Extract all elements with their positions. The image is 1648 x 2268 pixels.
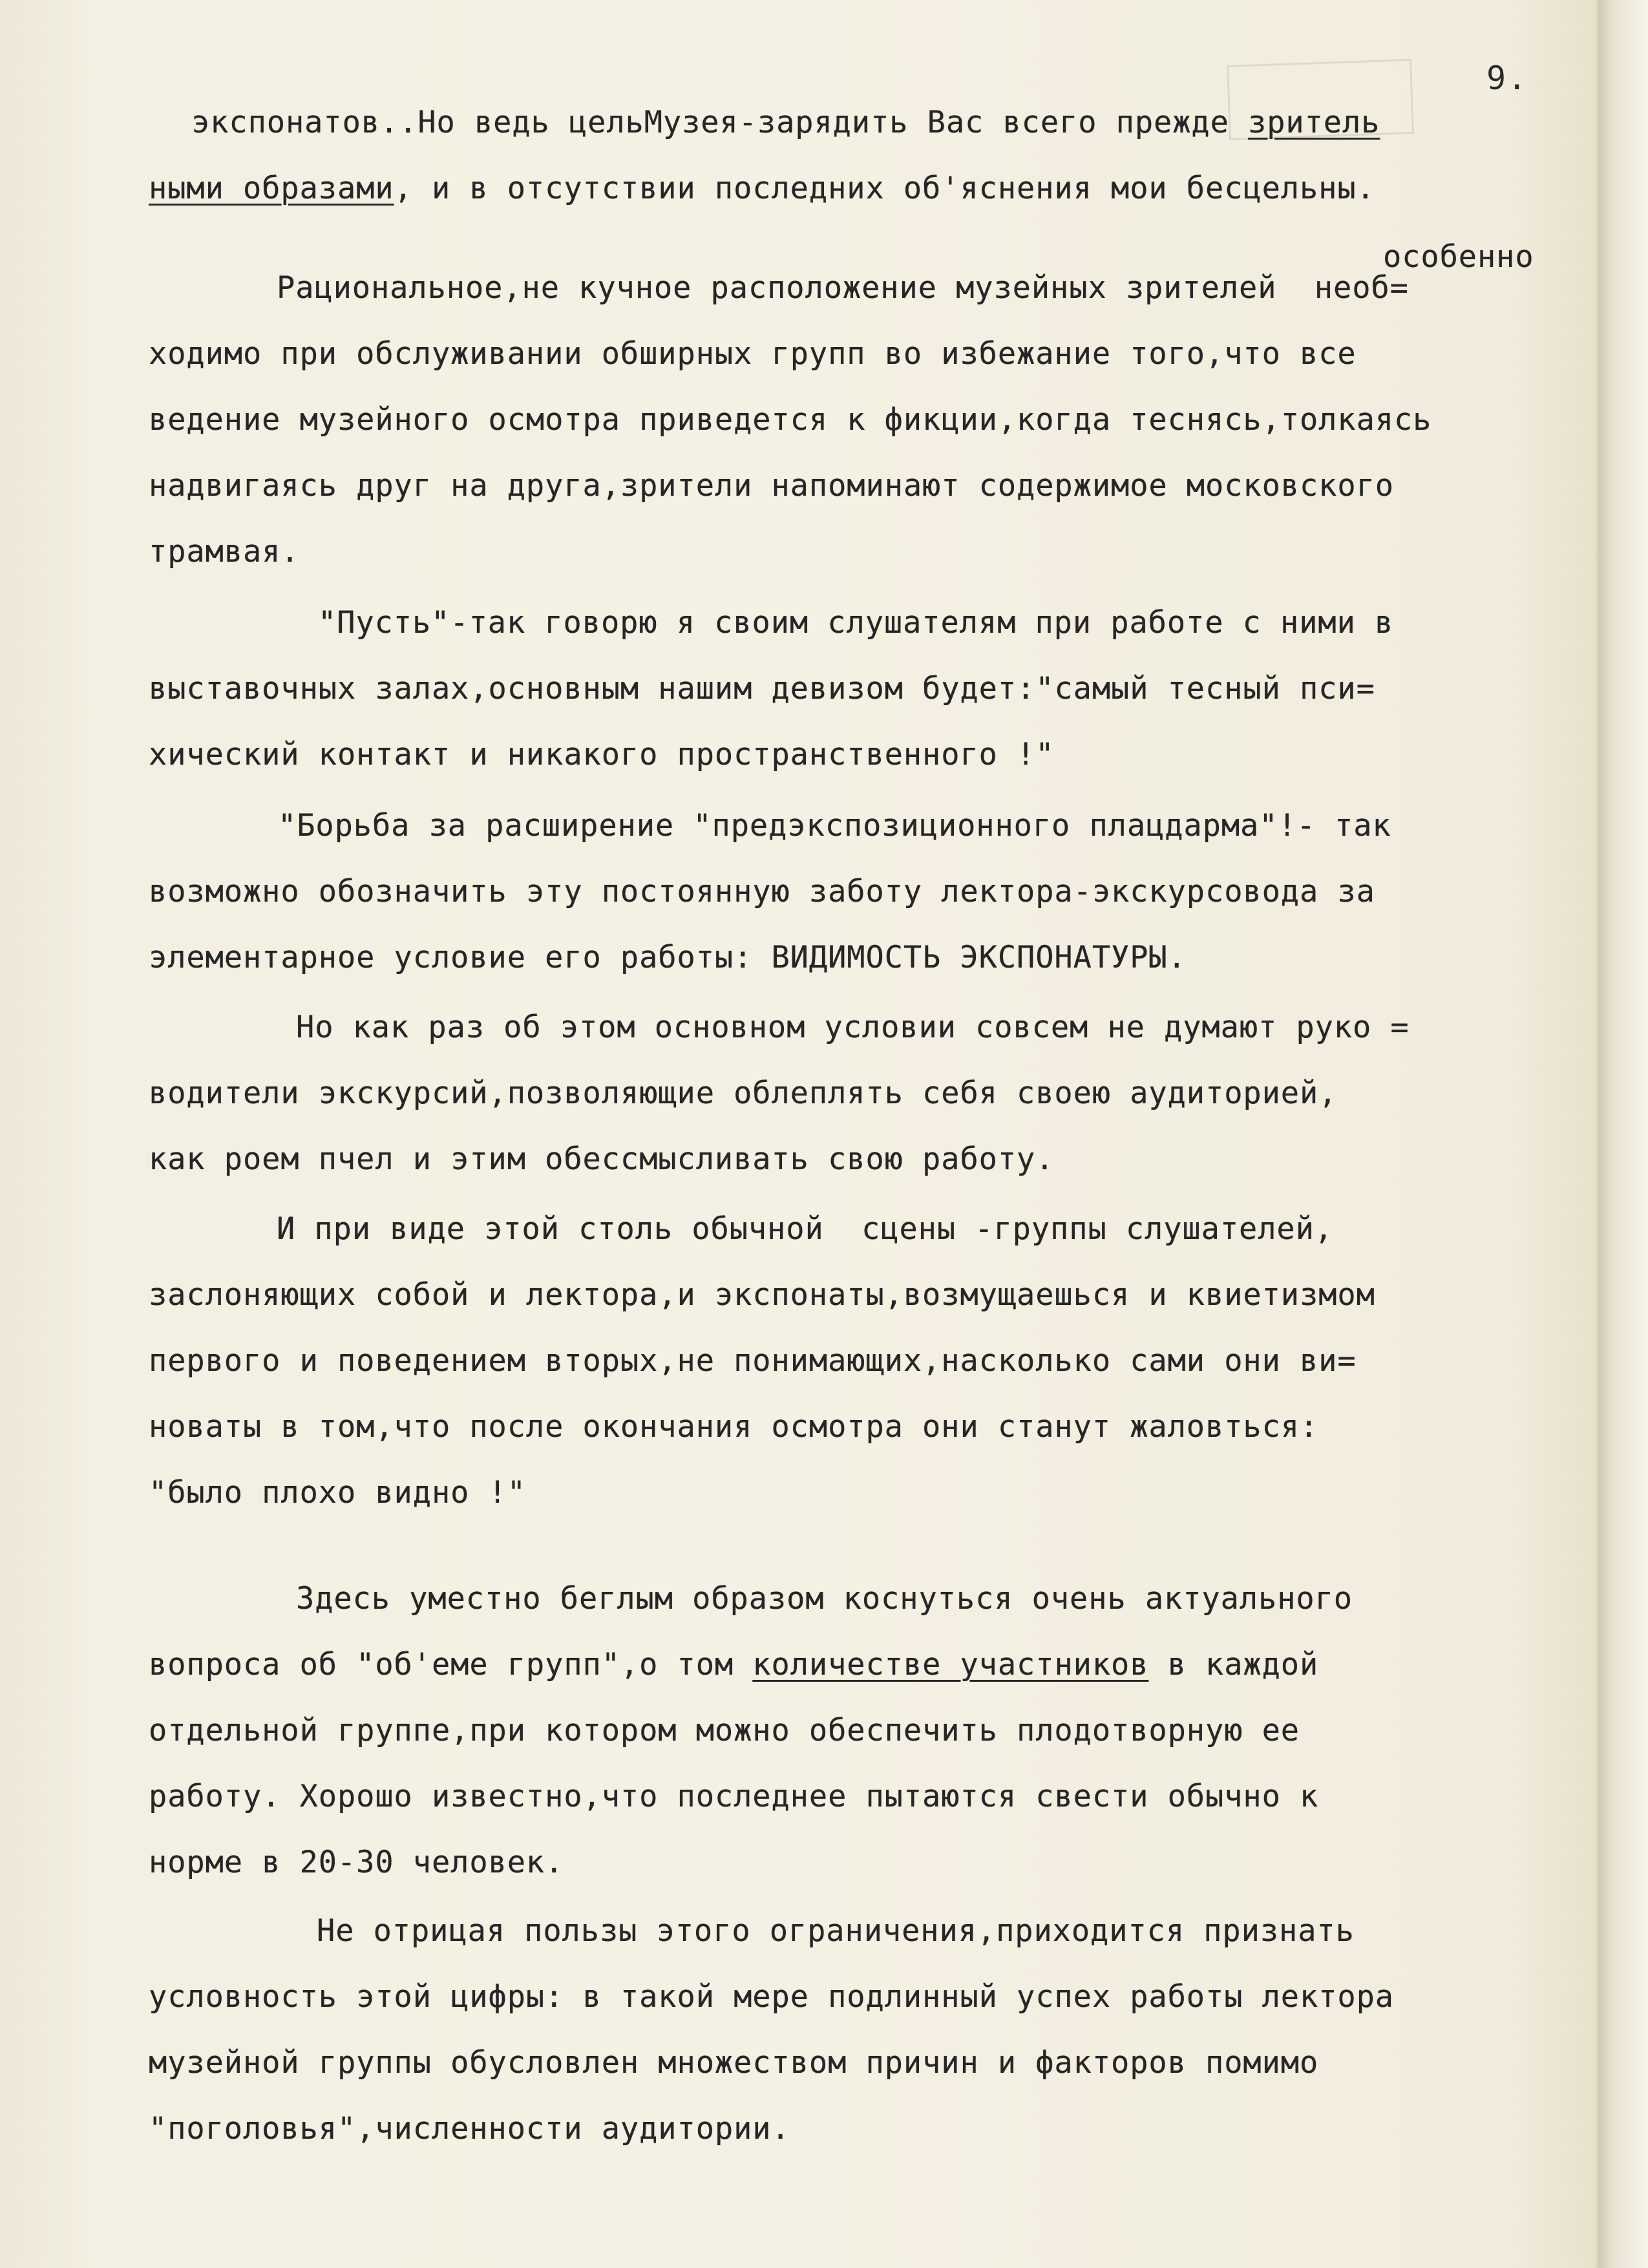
text-line: условность этой цифры: в такой мере подлинный успех работы лектора xyxy=(149,1979,1394,2015)
text-line: выставочных залах,основным нашим девизом будет:"самый тесный пси= xyxy=(149,671,1375,706)
text-line: трамвая. xyxy=(149,534,300,569)
text-line: Здесь уместно беглым образом коснуться очень актуального xyxy=(296,1581,1353,1616)
text-line: Не отрицая пользы этого ограничения,приходится признать xyxy=(317,1913,1355,1949)
text-line: "поголовья",численности аудитории. xyxy=(149,2111,790,2146)
text-line-insertion: особенно xyxy=(1383,239,1534,275)
text-line: Рациональное,не кучное расположение музейных зрителей необ= xyxy=(277,270,1409,306)
text-line: хический контакт и никакого пространственного !" xyxy=(149,737,1055,772)
text-line: ходимо при обслуживании обширных групп во избежание того,что все xyxy=(149,336,1357,372)
text-line: музейной группы обусловлен множеством причин и факторов помимо xyxy=(149,2045,1319,2081)
text-line: отдельной группе,при котором можно обеспечить плодотворную ее xyxy=(149,1713,1300,1748)
text-line: первого и поведением вторых,не понимающих,насколько сами они ви= xyxy=(149,1343,1357,1379)
text-line: "Пусть"-так говорю я своим слушателям при работе с ними в xyxy=(318,605,1394,641)
text-line: ведение музейного осмотра приведется к фикции,когда теснясь,толкаясь xyxy=(149,402,1432,438)
text-line: надвигаясь друг на друга,зрители напоминают содержимое московского xyxy=(149,468,1394,503)
text-line: как роем пчел и этим обессмысливать свою работу. xyxy=(149,1141,1055,1177)
text-line: норме в 20-30 человек. xyxy=(149,1845,564,1880)
page-edge-shadow xyxy=(1599,0,1648,2268)
text-line: водители экскурсий,позволяющие облеплять себя своею аудиторией, xyxy=(149,1076,1338,1111)
text-line: вопроса об "об'еме групп",о том количестве участников в каждой xyxy=(149,1647,1319,1682)
text-line: И при виде этой столь обычной сцены -группы слушателей, xyxy=(277,1211,1333,1247)
text-line: экспонатов..Но ведь цельМузея-зарядить Вас всего прежде зритель xyxy=(191,105,1380,140)
page-number: 9. xyxy=(1486,59,1528,97)
text-line: ными образами, и в отсутствии последних об'яснения мои бесцельны. xyxy=(149,171,1375,206)
text-line: Но как раз об этом основном условии совсем не думают руко = xyxy=(296,1010,1410,1045)
text-line: возможно обозначить эту постоянную заботу лектора-экскурсовода за xyxy=(149,874,1375,909)
text-line: "было плохо видно !" xyxy=(149,1475,526,1510)
text-line: "Борьба за расширение "предэкспозиционного плацдарма"!- так xyxy=(278,808,1391,843)
text-line: заслоняющих собой и лектора,и экспонаты,возмущаешься и квиетизмом xyxy=(149,1277,1375,1313)
text-line: новаты в том,что после окончания осмотра они станут жаловться: xyxy=(149,1409,1319,1445)
text-line: элементарное условие его работы: ВИДИМОСТЬ ЭКСПОНАТУРЫ. xyxy=(149,940,1187,975)
text-line: работу. Хорошо известно,что последнее пытаются свести обычно к xyxy=(149,1779,1319,1814)
